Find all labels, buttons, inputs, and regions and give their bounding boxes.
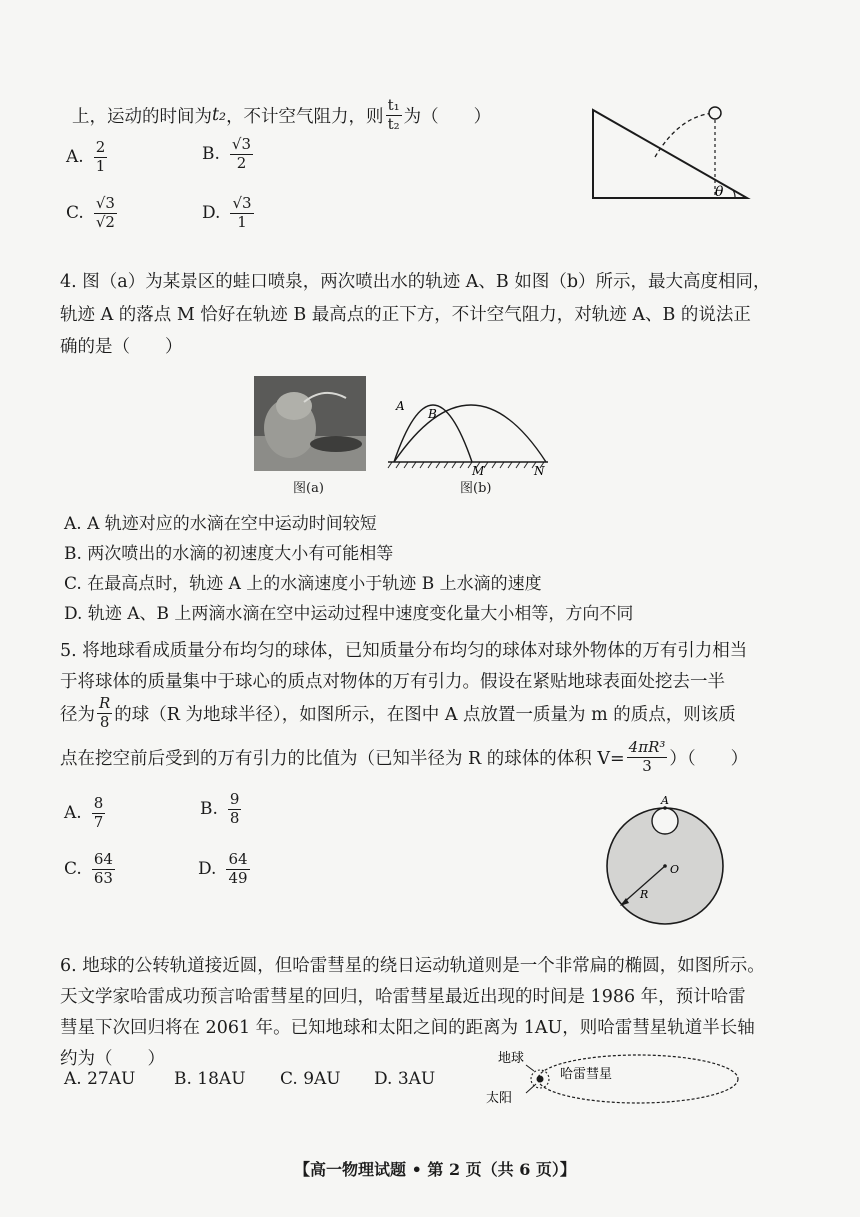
q6-option-d[interactable]: D. 3AU — [374, 1069, 436, 1089]
q3-option-d[interactable]: D. $\frac{√3}{1}$ — [202, 194, 252, 231]
sun — [537, 1076, 544, 1083]
q5-line4: 点在挖空前后受到的万有引力的比值为（已知半径为 R 的球体的体积 V= $\frac{\text{4πR³}}{3}$ ）（ ） — [60, 738, 749, 775]
q5-option-c[interactable]: C. $\frac{64}{63}$ — [64, 850, 113, 887]
earth-pointer — [526, 1065, 534, 1071]
volume-formula: $\frac{\text{4πR³}}{3}$ — [628, 738, 666, 775]
label-b: B — [428, 407, 437, 421]
q6-line1: 6. 地球的公转轨道接近圆，但哈雷彗星的绕日运动轨道则是一个非常扁的椭圆，如图所示。 — [60, 956, 765, 976]
trajectory-b — [394, 405, 546, 462]
q3-ratio: $\frac{\text{t₁}}{\text{t₂}}$ — [387, 96, 400, 133]
q5-line2: 于将球体的质量集中于球心的质点对物体的万有引力。假设在紧贴地球表面处挖去一半 — [60, 672, 725, 692]
label-r: R — [640, 888, 649, 901]
q3-stem: 上，运动的时间为 t₂ ，不计空气阻力，则 $\frac{\text{t₁}}{\text{t₂}}$ 为（ ） — [72, 96, 492, 133]
ball — [709, 107, 721, 119]
q3-option-a[interactable]: A. $\frac{2}{1}$ — [66, 138, 106, 175]
q5-option-d[interactable]: D. $\frac{64}{49}$ — [198, 850, 248, 887]
q6-orbit-figure — [470, 1040, 745, 1115]
comet-label: 哈雷彗星 — [560, 1067, 613, 1082]
earth-label: 地球 — [498, 1051, 525, 1066]
q5-option-a[interactable]: A. $\frac{8}{7}$ — [64, 794, 104, 831]
q4-trajectory-figure — [386, 378, 551, 478]
page-footer: 【高一物理试题 • 第 2 页（共 6 页）】 — [294, 1160, 576, 1179]
fig-a-caption: 图(a) — [293, 481, 324, 496]
label-m: M — [472, 464, 485, 478]
q3-option-b[interactable]: B. $\frac{√3}{2}$ — [202, 135, 252, 172]
incline-triangle — [593, 110, 747, 198]
q4-option-a[interactable]: A. A 轨迹对应的水滴在空中运动时间较短 — [64, 514, 377, 534]
fig-b-caption: 图(b) — [460, 481, 492, 496]
q4-photo-frog-fountain — [254, 376, 366, 471]
sun-label: 太阳 — [486, 1091, 513, 1106]
q6-option-c[interactable]: C. 9AU — [280, 1069, 341, 1089]
label-o: O — [670, 863, 680, 876]
q5-option-b[interactable]: B. $\frac{9}{8}$ — [200, 790, 240, 827]
q6-option-b[interactable]: B. 18AU — [174, 1069, 246, 1089]
q6-line4: 约为（ ） — [60, 1049, 165, 1069]
r-over-8: $\frac{R}{8}$ — [99, 694, 111, 731]
q4-line1: 4. 图（a）为某景区的蛙口喷泉，两次喷出水的轨迹 A、B 如图（b）所示，最大高度相同， — [60, 272, 771, 292]
hollow-sphere — [652, 808, 678, 834]
q5-line3: 径为 $\frac{R}{8}$ 的球（R 为地球半径），如图所示，在图中 A 点放置一质量为 m 的质点，则该质 — [60, 694, 736, 731]
q6-line3: 彗星下次回归将在 2061 年。已知地球和太阳之间的距离为 1AU，则哈雷彗星轨道半长轴 — [60, 1018, 755, 1038]
q4-option-c[interactable]: C. 在最高点时，轨迹 A 上的水滴速度小于轨迹 B 上水滴的速度 — [64, 574, 542, 594]
q6-line2: 天文学家哈雷成功预言哈雷彗星的回归，哈雷彗星最近出现的时间是 1986 年，预计哈雷 — [60, 987, 746, 1007]
q3-incline-figure — [585, 100, 765, 205]
q6-option-a[interactable]: A. 27AU — [64, 1069, 136, 1089]
ground-hatch — [388, 462, 544, 468]
q4-line2: 轨迹 A 的落点 M 恰好在轨迹 B 最高点的正下方，不计空气阻力，对轨迹 A、B 的说法正 — [60, 305, 751, 325]
frog-head — [276, 392, 312, 420]
q5-earth-figure — [600, 792, 730, 927]
angle-label: θ — [715, 184, 724, 200]
q4-line3: 确的是（ ） — [60, 337, 183, 357]
label-a: A — [661, 794, 669, 807]
q4-option-d[interactable]: D. 轨迹 A、B 上两滴水滴在空中运动过程中速度变化量大小相等，方向不同 — [64, 604, 634, 624]
q3-option-c[interactable]: C. $\frac{√3}{√2}$ — [66, 194, 115, 231]
pool — [310, 436, 362, 452]
q5-line1: 5. 将地球看成质量分布均匀的球体，已知质量分布均匀的球体对球外物体的万有引力相当 — [60, 641, 748, 661]
label-n: N — [534, 464, 545, 478]
sun-pointer — [526, 1084, 536, 1093]
label-a: A — [396, 399, 405, 413]
q4-option-b[interactable]: B. 两次喷出的水滴的初速度大小有可能相等 — [64, 544, 394, 564]
